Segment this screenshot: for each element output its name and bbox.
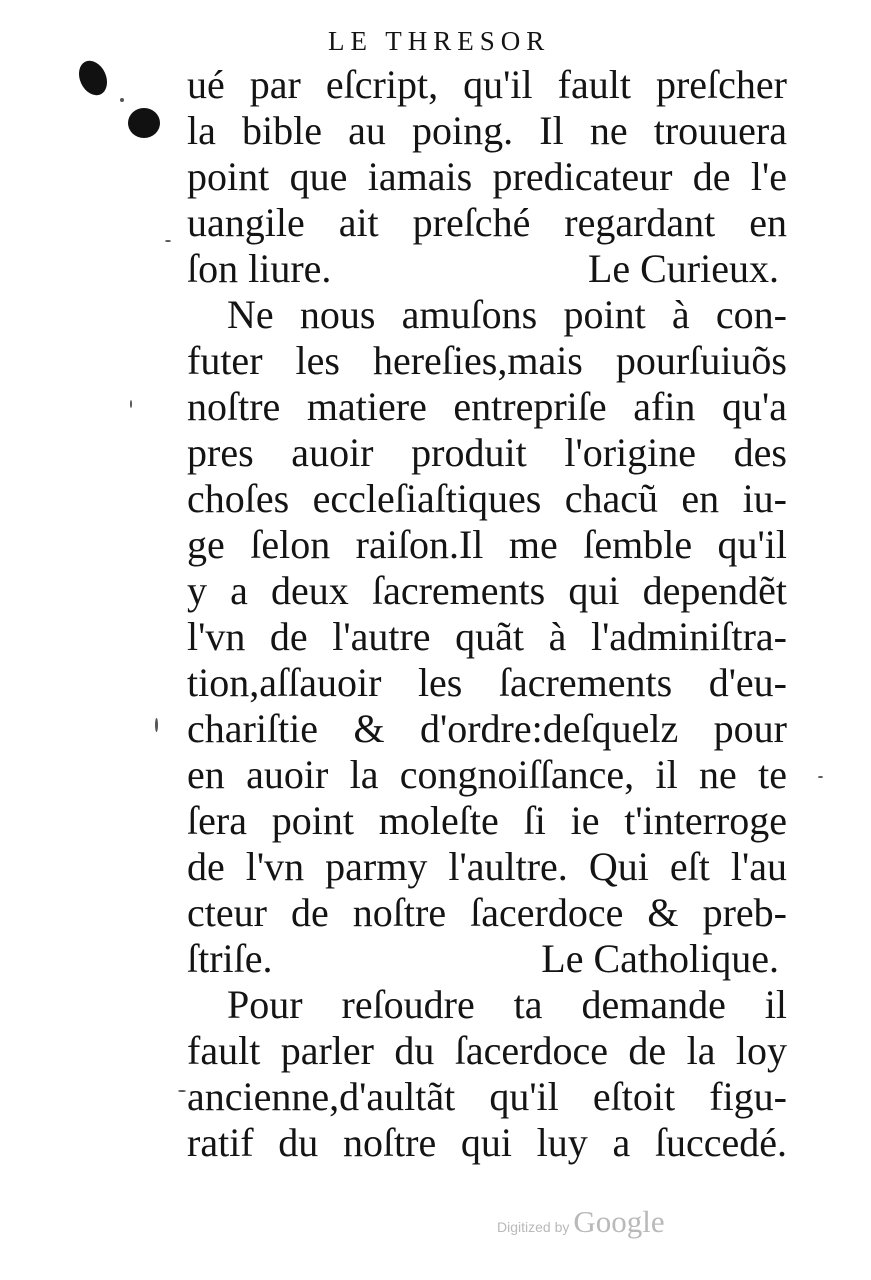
text-line: point que iamais predicateur de l'e [187, 154, 787, 199]
text-line: de l'vn parmy l'aultre. Qui eſt l'au [187, 844, 787, 889]
text-line: en auoir la congnoiſſance, il ne te [187, 752, 787, 797]
speaker-label: Le Catholique. [541, 936, 779, 981]
text-line: futer les hereſies,mais pourſuiuõs [187, 338, 787, 383]
text-line: fault parler du ſacerdoce de la loy [187, 1028, 787, 1073]
speaker-label: Le Curieux. [587, 246, 779, 291]
running-head: LE THRESOR [328, 26, 551, 56]
text-line: tion,aſſauoir les ſacrements d'eu- [187, 660, 787, 705]
text-line: choſes eccleſiaſtiques chacũ en iu- [187, 476, 787, 521]
ink-speck [120, 98, 124, 102]
ink-speck [130, 400, 132, 408]
ink-blot [128, 108, 160, 138]
ink-speck [165, 240, 171, 242]
watermark-small-text: Digitized by [497, 1219, 570, 1235]
text-line: Pour reſoudre ta demande il [227, 982, 787, 1027]
text-line: Ne nous amuſons point à con- [227, 292, 787, 337]
text-line: la bible au poing. Il ne trouuera [187, 108, 787, 153]
digitized-watermark [497, 1204, 665, 1240]
text-line: uangile ait preſché regardant en [187, 200, 787, 245]
text-line: ratif du noſtre qui luy a ſuccedé. [187, 1120, 787, 1165]
text-line-with-speaker [187, 936, 787, 982]
text-line: ſon liure. [187, 246, 332, 291]
body-text [187, 62, 787, 1166]
ink-speck [155, 718, 158, 732]
text-line: ſtriſe. [187, 936, 273, 981]
text-line-with-speaker [187, 246, 787, 292]
ink-speck [178, 1090, 186, 1092]
text-line: pres auoir produit l'origine des [187, 430, 787, 475]
text-line: ué par eſcript, qu'il fault preſcher [187, 62, 787, 107]
text-line: cteur de noſtre ſacerdoce & preb- [187, 890, 787, 935]
ink-blot [74, 56, 113, 100]
google-logo: Google [573, 1204, 665, 1239]
ink-speck [818, 776, 823, 778]
text-line: l'vn de l'autre quãt à l'adminiſtra- [187, 614, 787, 659]
text-line: chariſtie & d'ordre:deſquelz pour [187, 706, 787, 751]
text-line: ge ſelon raiſon.Il me ſemble qu'il [187, 522, 787, 567]
text-line: ancienne,d'aultãt qu'il eſtoit figu- [187, 1074, 787, 1119]
text-line: y a deux ſacrements qui dependẽt [187, 568, 787, 613]
text-line: noſtre matiere entrepriſe afin qu'a [187, 384, 787, 429]
text-line: ſera point moleſte ſi ie t'interroge [187, 798, 787, 843]
